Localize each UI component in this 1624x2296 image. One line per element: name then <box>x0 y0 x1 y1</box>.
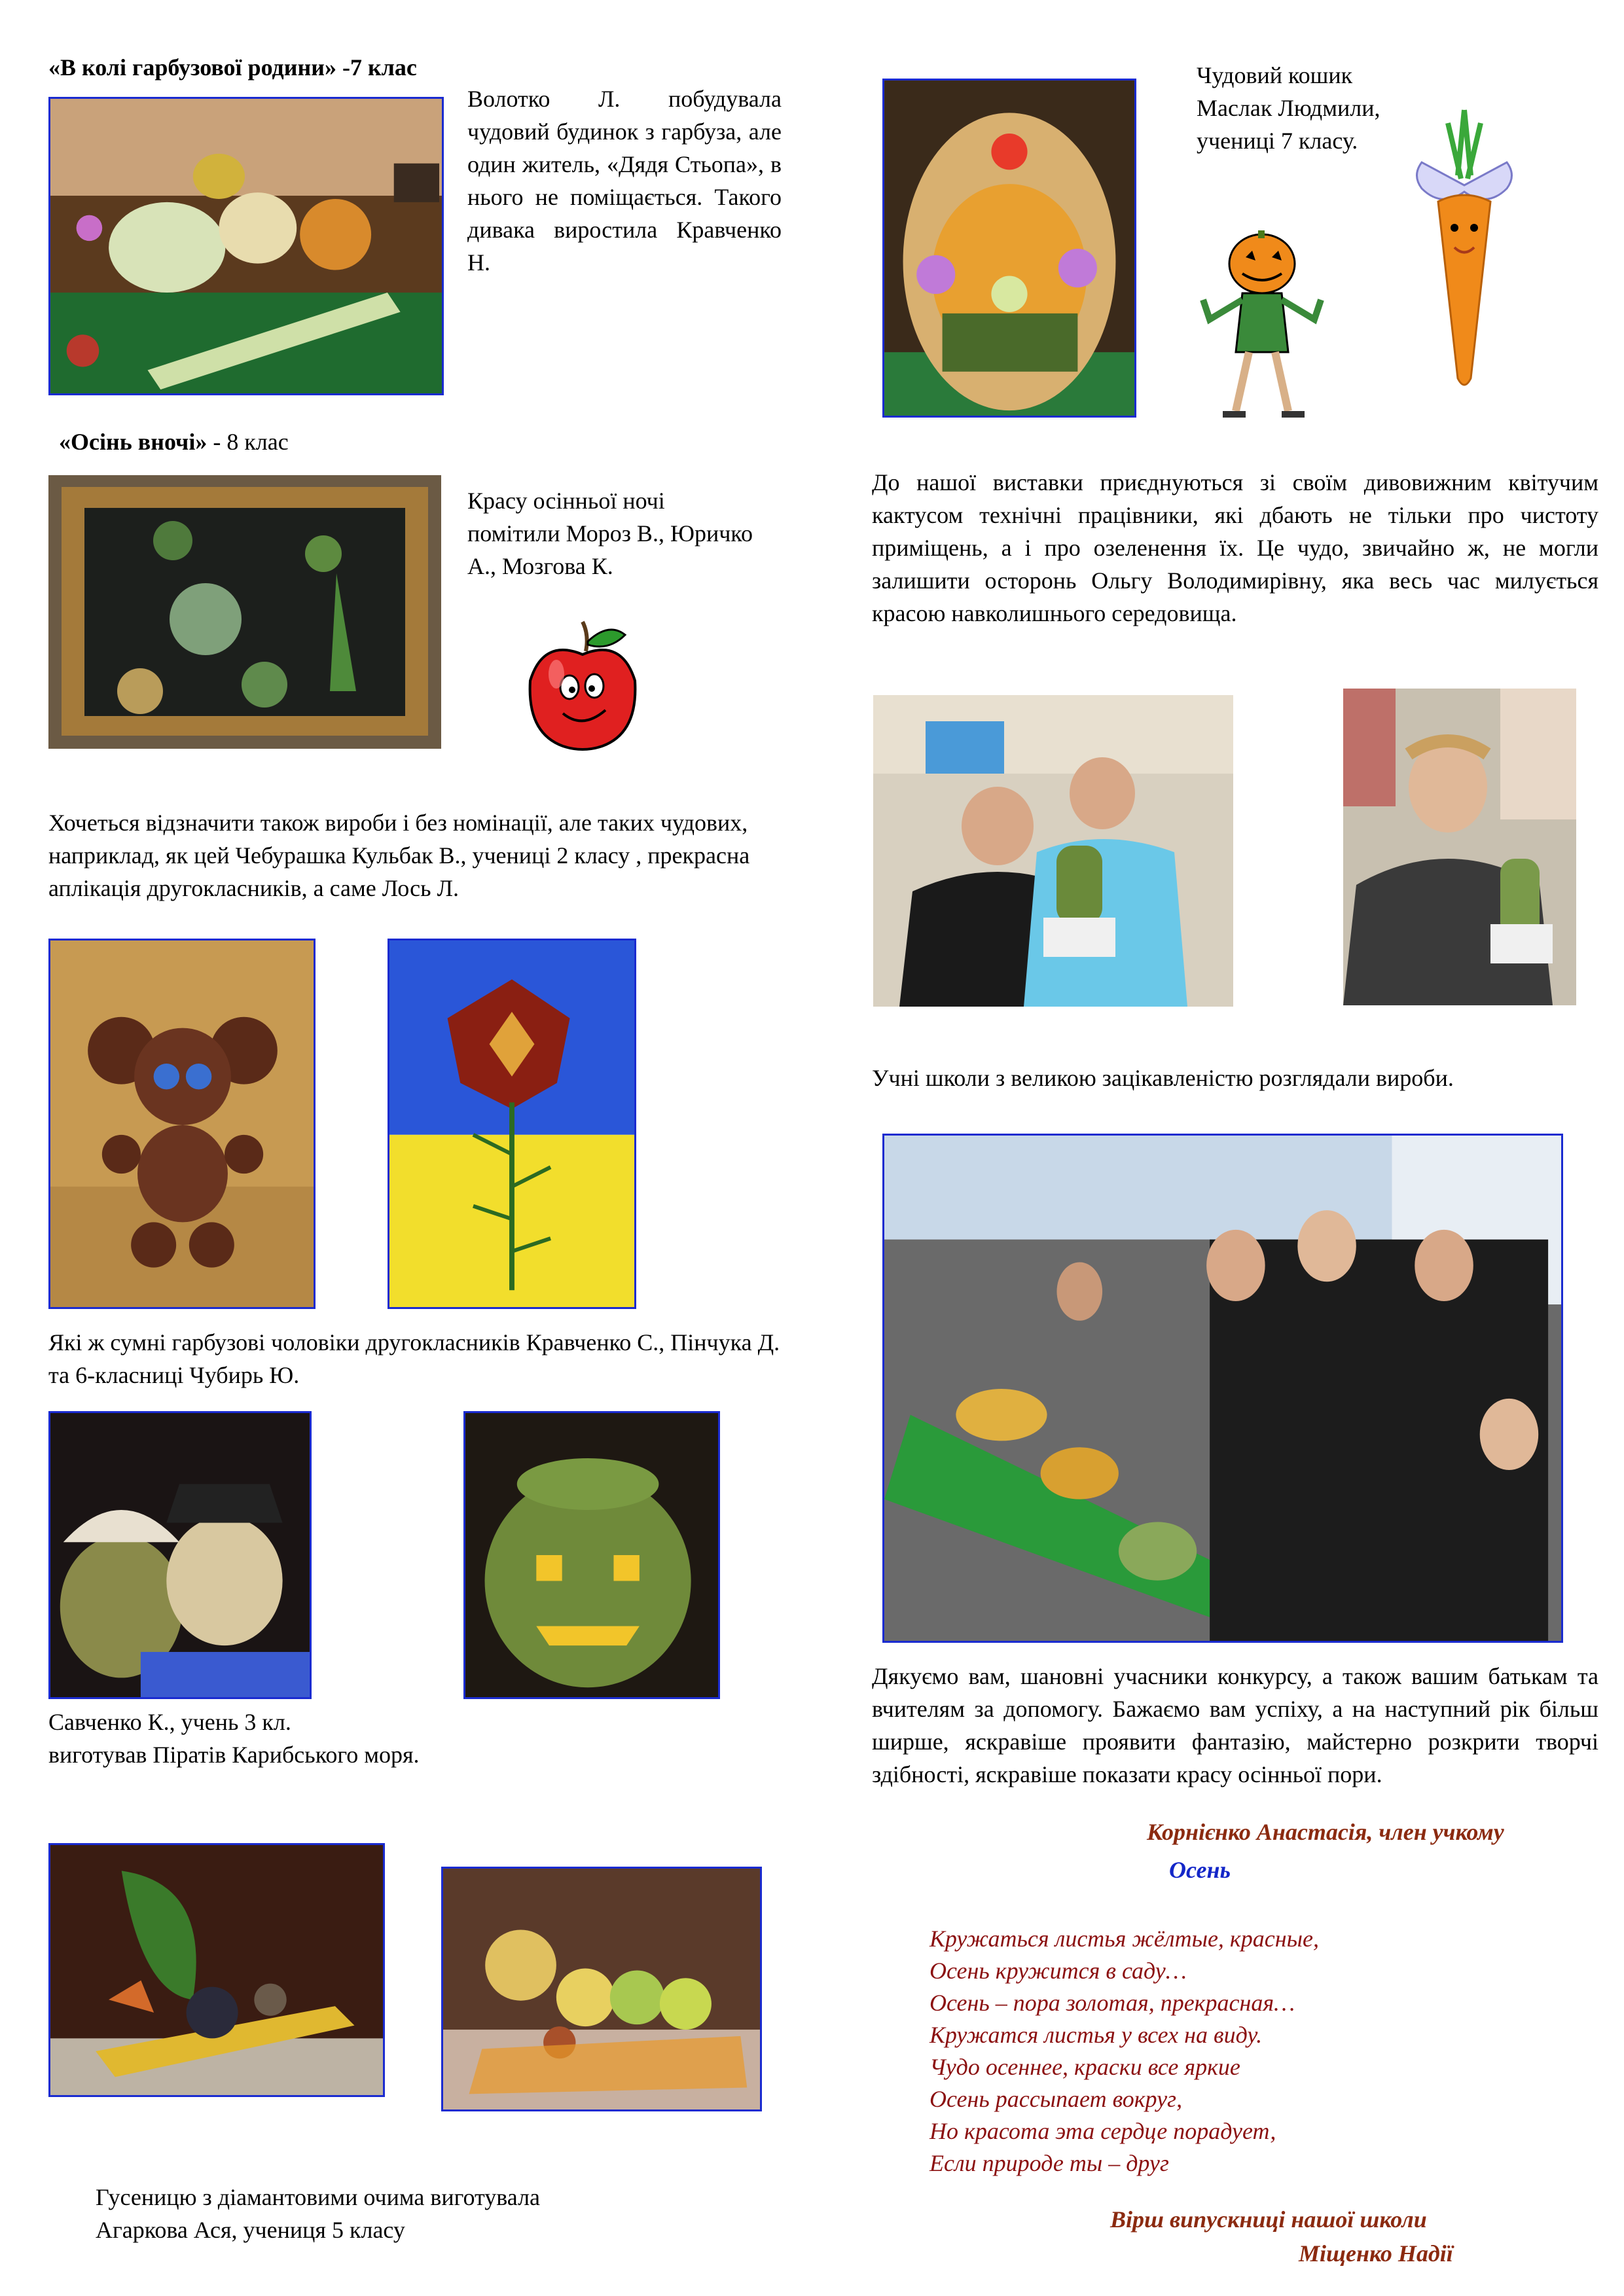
basket-caption-line: Маслак Людмили, <box>1197 95 1380 121</box>
leaf-applique-photo <box>388 939 636 1309</box>
students-text: Учні школи з великою зацікавленістю розглядали вироби. <box>872 1065 1454 1091</box>
poem-author-line1: Вірш випускниці нашої школи <box>1110 2206 1427 2233</box>
cheburashka-photo <box>48 939 316 1309</box>
poem-line: Осень – пора золотая, прекрасная… <box>929 1990 1295 2016</box>
poem-body <box>929 1923 1319 2179</box>
poem-line: Чудо осеннее, краски все яркие <box>929 2054 1240 2080</box>
apple-clipart <box>517 615 648 759</box>
pumpkin-family-heading <box>48 51 417 84</box>
staff-cactus-photo <box>873 695 1233 1007</box>
pumpkin-family-caption: Волотко Л. побудувала чудовий будинок з гарбуза, але один житель, «Дядя Стьопа», в нього не поміщається. Такого дивака виростила Кравченко Н. <box>467 86 782 276</box>
pirates-caption-line: виготував Піратів Карибського моря. <box>48 1742 420 1768</box>
cactus-text: До нашої виставки приєднуються зі своїм дивовижним квітучим кактусом технічні працівники, які дбають не тільки про чистоту приміщень, а і про озеленення їх. Це чудо, звичайно ж, не могли залишити осторонь Ольгу Володимирівну, яка весь час милується красою навколишнього середовища. <box>872 469 1598 626</box>
signature: Корнієнко Анастасія, член учкому <box>1147 1819 1504 1845</box>
poem-line: Осень кружится в саду… <box>929 1958 1187 1984</box>
pirates-caption-line: Савченко К., учень 3 кл. <box>48 1709 291 1735</box>
pumpkin-house-photo <box>48 97 444 395</box>
autumn-night-heading <box>59 425 289 458</box>
poem-line: Если природе ты – друг <box>929 2150 1169 2176</box>
without-nomination-text: Хочеться відзначити також вироби і без номінації, але таких чудових, наприклад, як цей Чебурашка Кульбак В., учениці 2 класу , прекрасна аплікація другокласників, а саме Лось Л. <box>48 810 750 901</box>
caterpillar-caption <box>96 2181 816 2246</box>
basket-caption-line: Чудовий кошик <box>1197 62 1353 88</box>
students-viewing-photo <box>882 1134 1563 1643</box>
olga-cactus-photo <box>1343 689 1576 1005</box>
poem-author-line2: Міщенко Надії <box>1299 2240 1453 2267</box>
pumpkin-basket-photo <box>882 79 1136 418</box>
pumpkin-family-grade: -7 клас <box>336 54 417 81</box>
caterpillar-caption-line: Гусеницю з діамантовими очима виготувала <box>96 2184 541 2210</box>
pirates-caption <box>48 1706 782 1771</box>
autumn-night-grade: - 8 клас <box>207 429 289 455</box>
thanks-text: Дякуємо вам, шановні учасники конкурсу, а також вашим батькам та вчителям за допомогу. Бажаємо вам успіху, а на наступний рік більш ширше, яскравіше проявити фантазію, майстерно розкрити творчі здібності, яскравіше показати красу осінньої пори. <box>872 1663 1598 1787</box>
sad-pumpkins-text: Які ж сумні гарбузові чоловіки другокласників Кравченко С., Пінчука Д. та 6-класниці Чубирь Ю. <box>48 1329 780 1388</box>
autumn-night-title: «Осінь вночі» <box>59 429 208 455</box>
pumpkin-man-clipart <box>1190 228 1334 424</box>
caterpillar-caption-line: Агаркова Ася, учениця 5 класу <box>96 2217 405 2243</box>
basket-caption-line: учениці 7 класу. <box>1197 128 1358 154</box>
jack-o-lantern-photo <box>463 1411 720 1699</box>
poem-line: Но красота эта сердце порадует, <box>929 2118 1276 2144</box>
sad-pumpkin-men-photo <box>48 1411 312 1699</box>
poem-line: Кружатся листья у всех на виду. <box>929 2022 1263 2048</box>
poem-title: Осень <box>1169 1857 1231 1883</box>
caterpillar-photo <box>441 1867 762 2111</box>
poem-line: Осень рассыпает вокруг, <box>929 2086 1183 2112</box>
autumn-night-caption: Красу осінньої ночі помітили Мороз В., Юричко А., Мозгова К. <box>467 488 753 579</box>
autumn-night-photo <box>48 475 441 749</box>
carrot-clipart <box>1409 103 1520 391</box>
poem-line: Кружаться листья жёлтые, красные, <box>929 1926 1319 1952</box>
boat-craft-photo <box>48 1843 385 2097</box>
pumpkin-family-title: «В колі гарбузової родини» <box>48 54 336 81</box>
